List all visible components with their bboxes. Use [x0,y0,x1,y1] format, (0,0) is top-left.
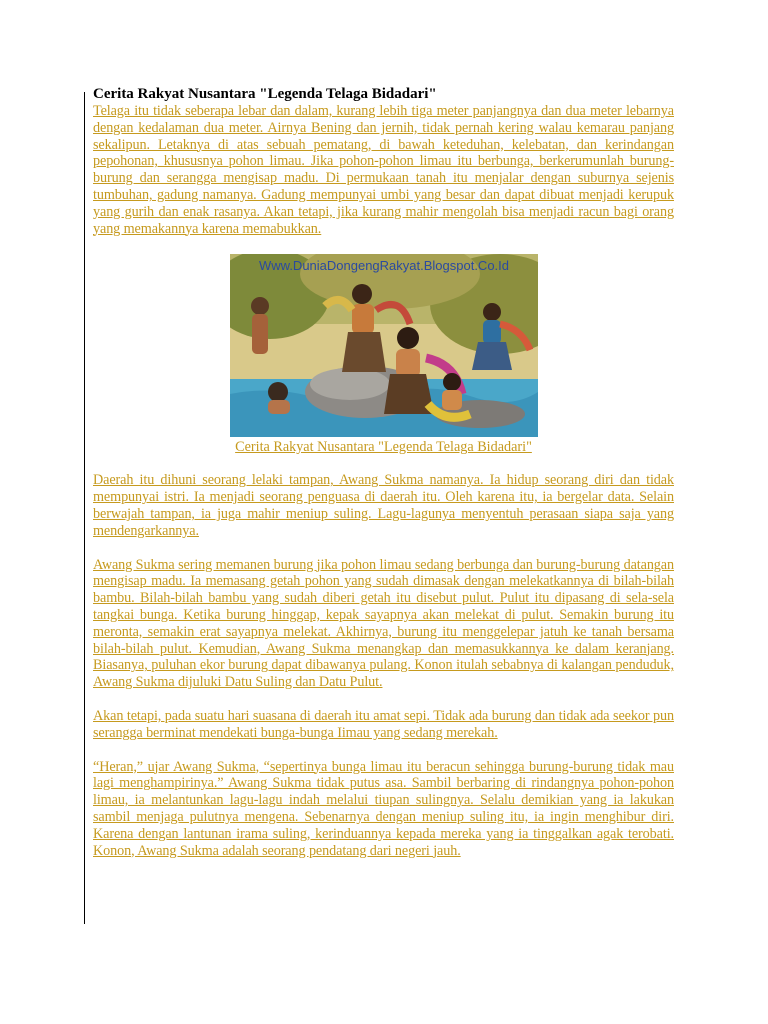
paragraph-4[interactable]: Akan tetapi, pada suatu hari suasana di daerah itu amat sepi. Tidak ada burung dan tidak ada seekor pun serangga berminat mendekati bunga-bunga Iimau yang sedang merekah. [93,707,674,741]
document-title: Cerita Rakyat Nusantara "Legenda Telaga Bidadari" [93,86,437,102]
paragraph-1[interactable]: Telaga itu tidak seberapa lebar dan dalam, kurang lebih tiga meter panjangnya dan dua meter lebarnya dengan kedalaman dua meter. Airnya Bening dan jernih, tidak pernah kering walau kemarau panjang sekalipun. Letaknya di atas sebuah pematang, di bawah keteduhan, kelebatan, dan kerindangan pepohonan, khususnya pohon limau. Jika pohon-pohon limau itu berbunga, berkerumunlah burung-burung dan serangga mengisap madu. Di permukaan tanah itu menjalar dengan suburnya sejenis tumbuhan, gadung namanya. Gadung mempunyai umbi yang besar dan dapat dibuat menjadi kerupuk yang gurih dan enak rasanya. Akan tetapi, jika kurang mahir mengolah bisa menjadi racun bagi orang yang memakannya karena memabukkan. [93,103,674,237]
figure-left-child [251,297,269,354]
figure [93,254,674,455]
paragraph-5[interactable]: “Heran,” ujar Awang Sukma, “sepertinya bunga limau itu beracun sehingga burung-burung tidak mau lagi menghampirinya.” Awang Sukma tidak putus asa. Sambil berbaring di rindangnya pohon-pohon limau, ia melantunkan lagu-lagu indah melalui tiupan sulingnya. Selalu demikian yang ia lakukan sambil menjaga pulutnya mengena. Sebenarnya dengan meniup suling itu, ia ingin menghibur diri. Karena dengan lantunan irama suling, kerinduannya kepada mereka yang ia tinggalkan agak terobati. Konon, Awang Sukma adalah seorang pendatang dari negeri jauh. [93,758,674,859]
document-body [93,86,674,859]
paragraph-3[interactable]: Awang Sukma sering memanen burung jika pohon limau sedang berbunga dan burung-burung datangan mengisap madu. Ia memasang getah pohon yang sudah dimasak dengan melekatkannya di bilah-bilah bambu. Bilah-bilah bambu yang sudah diberi getah itu disebut pulut. Pulut itu dipasang di sela-sela tangkai bunga. Ketika burung hinggap, kepak sayapnya akan melekat di pulut. Semakin burung itu meronta, semakin erat sayapnya melekat. Akhirnya, burung itu menggelepar jatuh ke tanah bersama bilah-bilah pulut. Kemudian, Awang Sukma menangkap dan memasukkannya ke dalam keranjang. Biasanya, puluhan ekor burung dapat dibawanya pulang. Konon itulah sebabnya di kalangan penduduk, Awang Sukma dijuluki Datu Suling dan Datu Pulut. [93,556,674,691]
watermark-text: Www.DuniaDongengRakyat.Blogspot.Co.Id [258,258,509,274]
figure-caption[interactable]: Cerita Rakyat Nusantara "Legenda Telaga Bidadari" [235,439,532,456]
illustration-image[interactable] [230,254,538,437]
left-margin-rule [84,92,85,924]
paragraph-2[interactable]: Daerah itu dihuni seorang lelaki tampan, Awang Sukma namanya. Ia hidup seorang diri dan tidak mempunyai istri. Ia menjadi seorang penguasa di daerah itu. Oleh karena itu, ia bergelar data. Selain berwajah tampan, ia juga mahir meniup suling. Lagu-lagunya menyentuh perasaan siapa saja yang mendengarkannya. [93,472,674,539]
